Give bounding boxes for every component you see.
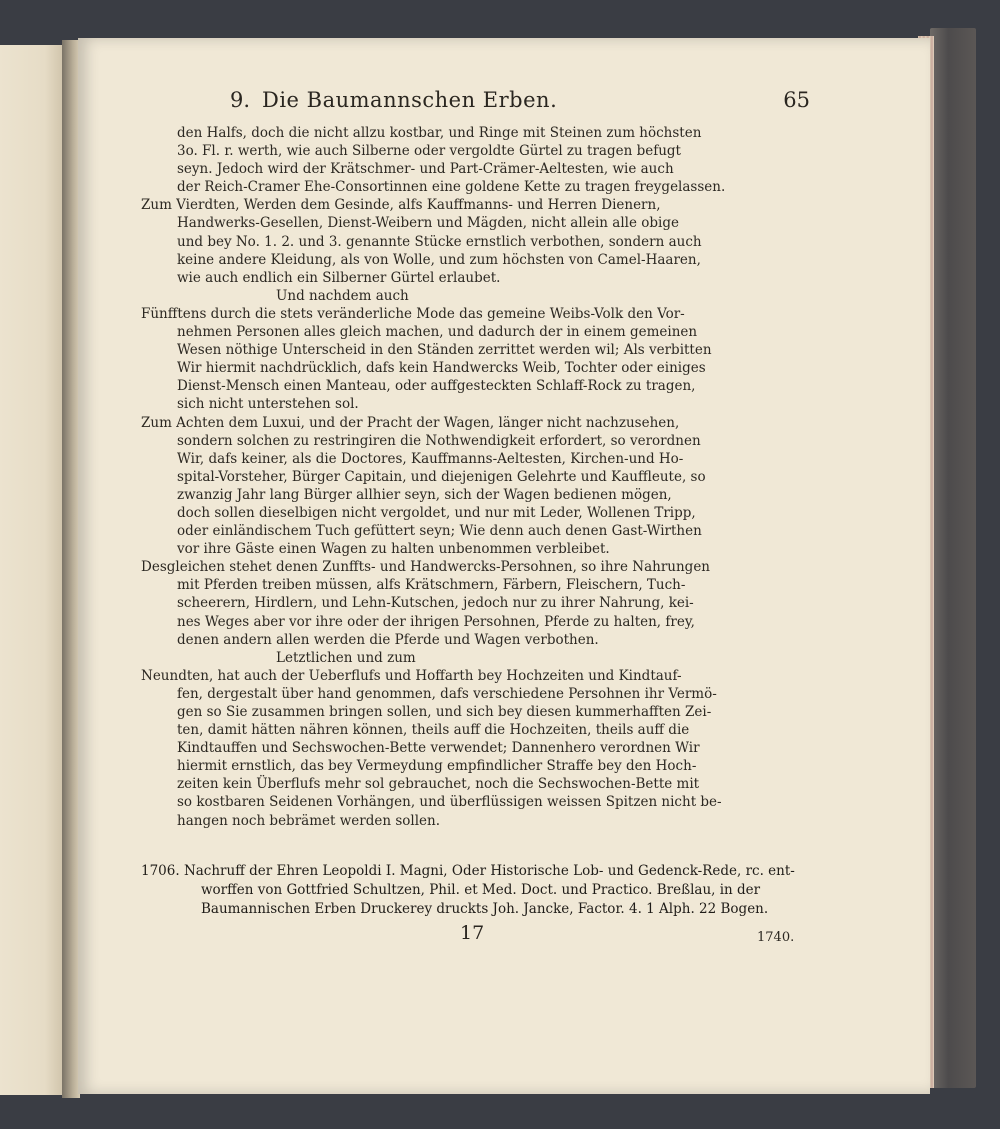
text-line: Wir, dafs keiner, als die Doctores, Kauffmanns-Aeltesten, Kirchen-und Ho-	[177, 450, 684, 467]
footnote-line: worffen von Gottfried Schultzen, Phil. et Med. Doct. und Practico. Breßlau, in der	[201, 882, 761, 898]
text-line: oder einländischem Tuch gefüttert seyn; Wie denn auch denen Gast-Wirthen	[177, 523, 702, 540]
running-title: Die Baumannschen Erben.	[262, 88, 558, 112]
text-line: hiermit ernstlich, das bey Vermeydung empfindlicher Straffe bey den Hoch-	[177, 758, 697, 775]
text-line: Wesen nöthige Unterscheid in den Ständen zerrittet werden wil; Als verbitten	[177, 342, 712, 359]
text-line: ten, damit hätten nähren können, theils auff die Hochzeiten, theils auff die	[177, 722, 690, 739]
text-line: Letztlichen und zum	[276, 649, 416, 666]
text-line: hangen noch bebrämet werden sollen.	[177, 812, 440, 829]
text-line: so kostbaren Seidenen Vorhängen, und überflüssigen weissen Spitzen nicht be-	[177, 794, 722, 811]
facing-page-edge	[0, 45, 66, 1095]
text-line: Neundten, hat auch der Ueberflufs und Hoffarth bey Hochzeiten und Kindtauf-	[141, 667, 682, 684]
text-line: mit Pferden treiben müssen, alfs Krätschmern, Färbern, Fleischern, Tuch-	[177, 577, 686, 594]
bibliographic-footnote	[141, 862, 795, 919]
text-line: spital-Vorsteher, Bürger Capitain, und diejenigen Gelehrte und Kauffleute, so	[177, 468, 706, 485]
text-line: nehmen Personen alles gleich machen, und dadurch der in einem gemeinen	[177, 324, 698, 341]
signature-mark: 17	[460, 922, 485, 944]
text-line: denen andern allen werden die Pferde und Wagen verbothen.	[177, 631, 599, 648]
text-line: Kindtauffen und Sechswochen-Bette verwendet; Dannenhero verordnen Wir	[177, 740, 700, 757]
page-number: 65	[783, 88, 810, 112]
footnote-line: Baumannischen Erben Druckerey druckts Joh. Jancke, Factor. 4. 1 Alph. 22 Bogen.	[201, 901, 769, 917]
text-line: wie auch endlich ein Silberner Gürtel erlaubet.	[177, 269, 501, 286]
text-line: Fünfftens durch die stets veränderliche Mode das gemeine Weibs-Volk den Vor-	[141, 305, 685, 322]
text-line: scheerern, Hirdlern, und Lehn-Kutschen, jedoch nur zu ihrer Nahrung, kei-	[177, 595, 694, 612]
text-line: Zum Achten dem Luxui, und der Pracht der Wagen, länger nicht nachzusehen,	[141, 414, 680, 431]
text-line: zeiten kein Überflufs mehr sol gebrauchet, noch die Sechswochen-Bette mit	[177, 776, 700, 793]
text-line: und bey No. 1. 2. und 3. genannte Stücke ernstlich verbothen, sondern auch	[177, 233, 702, 250]
text-line: sondern solchen zu restringiren die Nothwendigkeit erfordert, so verordnen	[177, 432, 701, 449]
text-line: Dienst-Mensch einen Manteau, oder auffgesteckten Schlaff-Rock zu tragen,	[177, 378, 696, 395]
text-line: gen so Sie zusammen bringen sollen, und sich bey diesen kummerhafften Zei-	[177, 704, 712, 720]
text-line: vor ihre Gäste einen Wagen zu halten unbenommen verbleibet.	[177, 541, 610, 558]
text-line: nes Weges aber vor ihre oder der ihrigen Persohnen, Pferde zu halten, frey,	[177, 613, 695, 630]
text-line: Handwerks-Gesellen, Dienst-Weibern und Mägden, nicht allein alle obige	[177, 215, 679, 232]
footnote-line: 1706. Nachruff der Ehren Leopoldi I. Magni, Oder Historische Lob- und Gedenck-Rede, rc. ent-	[141, 863, 795, 879]
text-line: doch sollen dieselbigen nicht vergoldet, und nur mit Leder, Wollenen Tripp,	[177, 504, 696, 521]
text-line: der Reich-Cramer Ehe-Consortinnen eine goldene Kette zu tragen freygelassen.	[177, 179, 726, 196]
text-line: fen, dergestalt über hand genommen, dafs verschiedene Persohnen ihr Vermö-	[177, 685, 717, 702]
text-line: Wir hiermit nachdrücklich, dafs kein Handwercks Weib, Tochter oder einiges	[177, 360, 706, 377]
text-line: Desgleichen stehet denen Zunffts- und Handwercks-Persohnen, so ihre Nahrungen	[141, 559, 711, 576]
book-cover-edge	[930, 28, 976, 1088]
body-text	[136, 124, 736, 830]
text-line: 3o. Fl. r. werth, wie auch Silberne oder vergoldte Gürtel zu tragen befugt	[177, 143, 681, 160]
text-line: seyn. Jedoch wird der Krätschmer- und Part-Crämer-Aeltesten, wie auch	[177, 161, 674, 178]
text-line: keine andere Kleidung, als von Wolle, und zum höchsten von Camel-Haaren,	[177, 251, 701, 268]
text-line: sich nicht unterstehen sol.	[177, 396, 359, 413]
section-number: 9.	[230, 88, 251, 112]
catchword: 1740.	[757, 930, 795, 945]
text-line: zwanzig Jahr lang Bürger allhier seyn, sich der Wagen bedienen mögen,	[177, 486, 672, 503]
running-header	[230, 88, 810, 118]
text-line: Zum Vierdten, Werden dem Gesinde, alfs Kauffmanns- und Herren Dienern,	[141, 197, 661, 214]
text-line: Und nachdem auch	[276, 287, 409, 304]
text-line: den Halfs, doch die nicht allzu kostbar, und Ringe mit Steinen zum höchsten	[177, 125, 702, 141]
